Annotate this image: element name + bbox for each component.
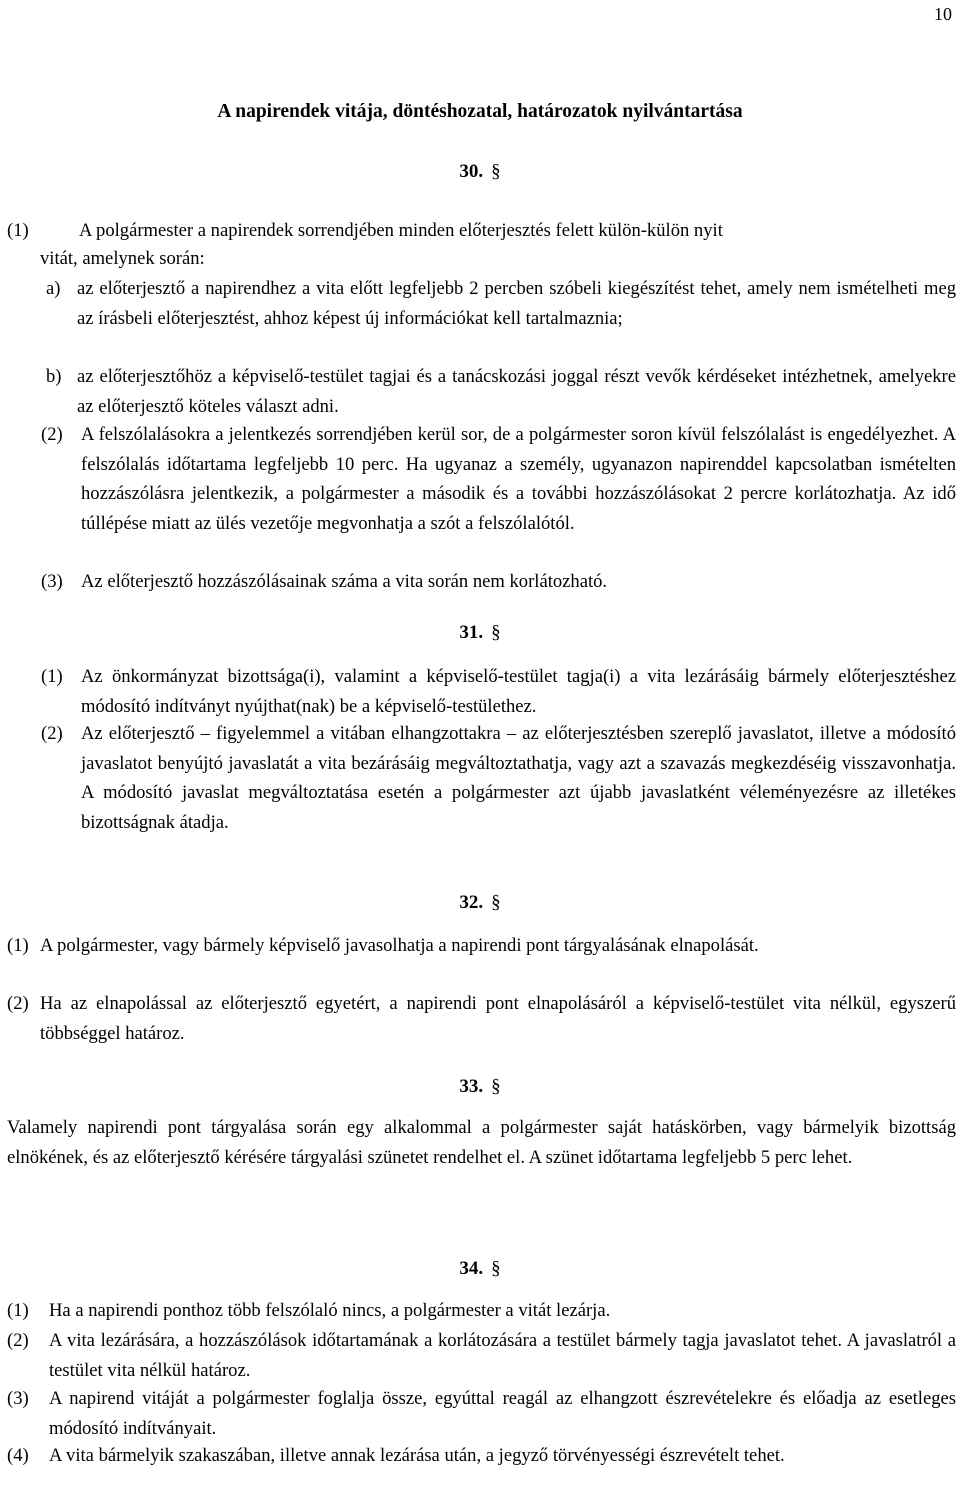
paragraph-32-1 bbox=[7, 931, 956, 961]
paragraph-text: Az előterjesztő – figyelemmel a vitában elhangzottakra – az előterjesztésben szereplő javaslatot, illetve a módosító javaslatot benyújtó javaslatát a vita bezárásáig megváltoztathatja, vagy azt a szavazás megkezdéséig visszavonhatja. A módosító javaslat megváltoztatása esetén a polgármester azt újabb javaslatként véleményezésre az illetékes bizottságnak átadja. bbox=[81, 723, 956, 833]
paragraph-text: Ha az elnapolással az előterjesztő egyetért, a napirendi pont elnapolásáról a képviselő-testület vita nélkül, egyszerű többséggel határoz. bbox=[40, 993, 956, 1044]
section-sign: § bbox=[491, 161, 501, 182]
section-sign: § bbox=[491, 622, 501, 643]
paragraph-34-3 bbox=[7, 1384, 956, 1443]
paragraph-label: (1) bbox=[7, 935, 29, 956]
point-label: a) bbox=[46, 278, 61, 299]
paragraph-label: (2) bbox=[7, 993, 29, 1014]
point-text: az előterjesztő a napirendhez a vita előtt legfeljebb 2 percben szóbeli kiegészítést tehet, amely nem ismételheti meg az írásbeli előterjesztést, ahhoz képest új információkat kell tartalmaznia; bbox=[77, 278, 956, 329]
paragraph-text: A felszólalásokra a jelentkezés sorrendjében kerül sor, de a polgármester soron kívül felszólalást is engedélyezhet. A felszólalás időtartama legfeljebb 10 perc. Ha ugyanaz a személy, ugyanazon napirenddel kapcsolatban ismételten hozzászólásra jelentkezik, a polgármester a második és a további hozzászólásokat 2 percre korlátozhatja. Az idő túllépése miatt az ülés vezetője megvonhatja a szót a felszólalótól. bbox=[81, 424, 956, 534]
section-number: 33. bbox=[459, 1076, 484, 1097]
paragraph-34-1 bbox=[7, 1296, 956, 1326]
paragraph-text: Az előterjesztő hozzászólásainak száma a vita során nem korlátozható. bbox=[81, 571, 608, 592]
paragraph-label: (4) bbox=[7, 1445, 29, 1466]
paragraph-label: (1) bbox=[7, 220, 29, 241]
section-31-heading bbox=[0, 622, 960, 644]
paragraph-text: Valamely napirendi pont tárgyalása során egy alkalommal a polgármester saját hatáskörben, vagy bármelyik bizottság elnökének, és az előterjesztő kérésére tárgyalási szünetet rendelhet el. A szünet időtartama legfeljebb 5 perc lehet. bbox=[7, 1117, 956, 1168]
paragraph-text: A vita bármelyik szakaszában, illetve annak lezárása után, a jegyző törvényességi észrevételt tehet. bbox=[49, 1445, 785, 1466]
point-text: az előterjesztőhöz a képviselő-testület tagjai és a tanácskozási joggal részt vevők kérdéseket intézhetnek, amelyekre az előterjesztő köteles választ adni. bbox=[77, 366, 956, 417]
paragraph-label: (1) bbox=[7, 1300, 29, 1321]
paragraph-30-1 bbox=[7, 216, 955, 246]
paragraph-30-3 bbox=[41, 567, 956, 597]
paragraph-text: A polgármester a napirendek sorrendjében minden előterjesztés felett külön-külön nyit bbox=[79, 220, 723, 241]
paragraph-30-2 bbox=[41, 420, 956, 538]
section-sign: § bbox=[491, 1258, 501, 1279]
section-number: 34. bbox=[459, 1258, 484, 1279]
point-30-b bbox=[46, 362, 956, 421]
section-sign: § bbox=[491, 892, 501, 913]
paragraph-31-1 bbox=[41, 662, 956, 721]
paragraph-32-2 bbox=[7, 989, 956, 1048]
paragraph-text: Az önkormányzat bizottsága(i), valamint a képviselő-testület tagja(i) a vita lezárásáig bármely előterjesztéshez módosító indítványt nyújthat(nak) be a képviselő-testülethez. bbox=[81, 666, 956, 717]
section-32-heading bbox=[0, 892, 960, 914]
paragraph-label: (2) bbox=[41, 424, 63, 445]
paragraph-31-2 bbox=[41, 719, 956, 837]
paragraph-34-4 bbox=[7, 1441, 956, 1471]
paragraph-label: (3) bbox=[41, 571, 63, 592]
paragraph-label: (3) bbox=[7, 1388, 29, 1409]
page-title: A napirendek vitája, döntéshozatal, határozatok nyilvántartása bbox=[217, 101, 743, 122]
point-30-a bbox=[46, 274, 956, 333]
section-30-heading bbox=[0, 161, 960, 183]
paragraph-label: (2) bbox=[41, 723, 63, 744]
paragraph-34-2 bbox=[7, 1326, 956, 1385]
paragraph-30-1-cont bbox=[40, 244, 955, 274]
paragraph-text: A polgármester, vagy bármely képviselő javasolhatja a napirendi pont tárgyalásának elnapolását. bbox=[40, 935, 759, 956]
paragraph-label: (2) bbox=[7, 1330, 29, 1351]
section-number: 32. bbox=[459, 892, 484, 913]
paragraph-33 bbox=[7, 1113, 956, 1172]
section-number: 31. bbox=[459, 622, 484, 643]
section-34-heading bbox=[0, 1258, 960, 1280]
paragraph-text: A napirend vitáját a polgármester foglalja össze, egyúttal reagál az elhangzott észrevételekre és előadja az esetleges módosító indítványait. bbox=[49, 1388, 956, 1439]
paragraph-label: (1) bbox=[41, 666, 63, 687]
section-number: 30. bbox=[459, 161, 484, 182]
point-label: b) bbox=[46, 366, 62, 387]
paragraph-text: A vita lezárására, a hozzászólások időtartamának a korlátozására a testület bármely tagja javaslatot tehet. A javaslatról a testület vita nélkül határoz. bbox=[49, 1330, 956, 1381]
paragraph-text: vitát, amelynek során: bbox=[40, 248, 205, 269]
section-33-heading bbox=[0, 1076, 960, 1098]
paragraph-text: Ha a napirendi ponthoz több felszólaló nincs, a polgármester a vitát lezárja. bbox=[49, 1300, 611, 1321]
section-sign: § bbox=[491, 1076, 501, 1097]
page-number: 10 bbox=[934, 4, 952, 24]
